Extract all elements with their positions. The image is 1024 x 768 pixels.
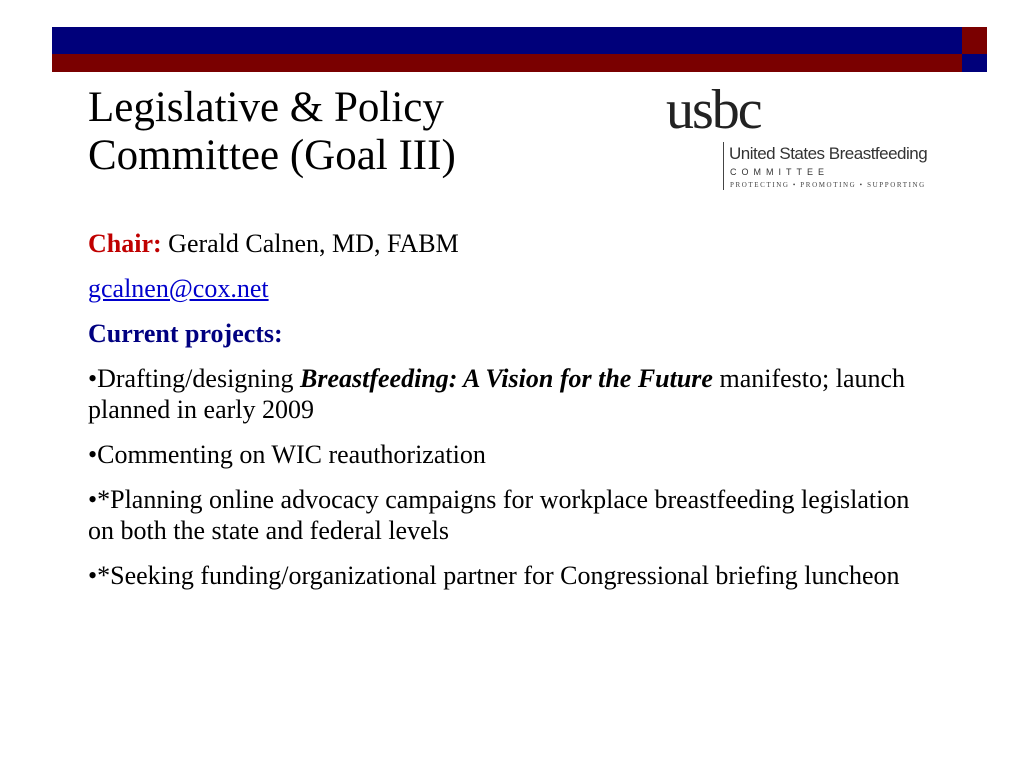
logo-tagline: PROTECTING • PROMOTING • SUPPORTING — [730, 181, 926, 189]
logo-mark: usbc — [666, 79, 761, 141]
usbc-logo — [666, 80, 966, 195]
chair-name: Gerald Calnen, MD, FABM — [168, 229, 459, 258]
bullet-2: •Commenting on WIC reauthorization — [88, 440, 486, 469]
title-line-1: Legislative & Policy — [88, 84, 444, 131]
logo-committee: COMMITTEE — [730, 167, 829, 177]
slide-title — [88, 84, 648, 180]
bullet-1 — [88, 363, 928, 425]
bullet-1-title: Breastfeeding: A Vision for the Future — [300, 364, 713, 393]
bullet-1-prefix: •Drafting/designing — [88, 364, 301, 393]
header-square-red — [962, 27, 987, 54]
header-square-blue — [962, 54, 987, 72]
email-link[interactable]: gcalnen@cox.net — [88, 274, 269, 303]
logo-name: United States Breastfeeding — [729, 144, 928, 163]
chair-line — [88, 228, 928, 259]
bullet-4: •*Seeking funding/organizational partner for Congressional briefing luncheon — [88, 561, 900, 590]
bullet-1-suffix: manifesto; launch planned in early 2009 — [88, 364, 906, 424]
logo-divider — [723, 142, 724, 190]
header-band-blue — [52, 27, 962, 54]
projects-heading: Current projects: — [88, 319, 283, 348]
header-band-red — [52, 54, 962, 72]
title-line-2: Committee (Goal III) — [88, 132, 456, 179]
slide-body — [88, 228, 928, 605]
bullet-3: •*Planning online advocacy campaigns for workplace breastfeeding legislation on both the state and federal levels — [88, 485, 910, 545]
email-line — [88, 273, 928, 304]
chair-label: Chair: — [88, 229, 162, 258]
